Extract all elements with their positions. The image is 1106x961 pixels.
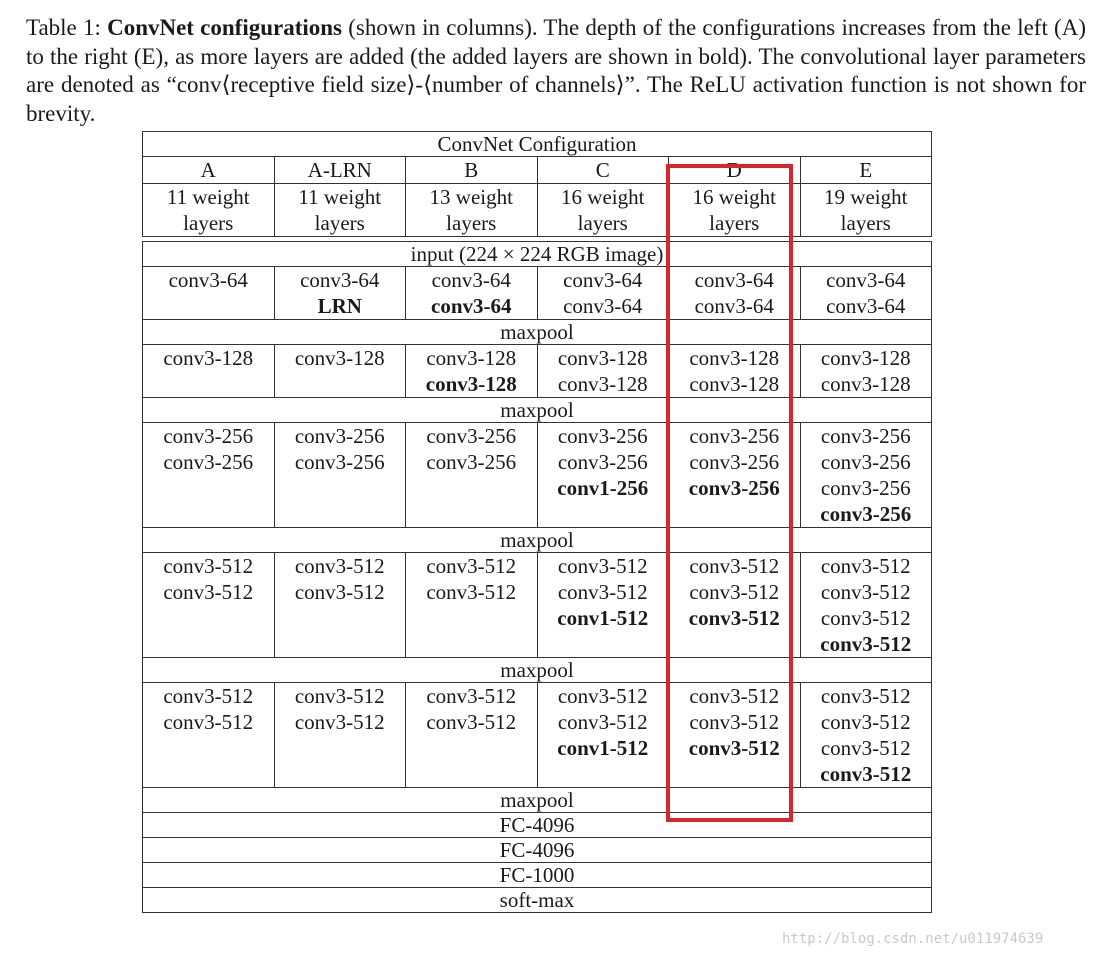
tail-row xyxy=(143,813,932,838)
config-name-cell: A xyxy=(143,157,275,184)
conv-block-row xyxy=(143,683,932,788)
added-layer-label: LRN xyxy=(317,294,362,318)
added-layer-label: conv1-512 xyxy=(557,606,649,630)
layer-label: conv3-64 xyxy=(168,268,248,292)
layer-label: conv3-64 xyxy=(826,268,906,292)
layer-cell xyxy=(406,423,538,528)
input-row xyxy=(143,242,932,267)
layer-label: conv3-128 xyxy=(557,346,648,370)
layer-cell xyxy=(537,345,669,398)
layer-label: conv3-64 xyxy=(563,268,643,292)
layer-label: conv3-64 xyxy=(826,294,906,318)
layer-cell xyxy=(274,423,406,528)
config-depth-row xyxy=(143,184,932,237)
config-name-cell: D xyxy=(669,157,801,184)
maxpool-cell: maxpool xyxy=(143,320,932,345)
layer-label: conv3-512 xyxy=(294,554,385,578)
layer-cell xyxy=(143,553,275,658)
layer-cell xyxy=(143,267,275,320)
layer-cell xyxy=(406,345,538,398)
tail-row xyxy=(143,838,932,863)
layer-cell xyxy=(406,553,538,658)
convnet-configuration-table xyxy=(142,131,932,913)
layer-label: conv3-64 xyxy=(300,268,380,292)
maxpool-row xyxy=(143,528,932,553)
layer-label: conv3-128 xyxy=(426,346,517,370)
table-body xyxy=(143,132,932,913)
layer-label: conv3-256 xyxy=(426,424,517,448)
layer-cell xyxy=(800,345,932,398)
maxpool-cell: maxpool xyxy=(143,658,932,683)
maxpool-row xyxy=(143,320,932,345)
config-depth-cell: 13 weight layers xyxy=(406,184,538,237)
layer-label: conv3-512 xyxy=(689,580,780,604)
layer-label: conv3-512 xyxy=(820,554,911,578)
layer-label: conv3-512 xyxy=(163,710,254,734)
layer-cell xyxy=(406,267,538,320)
layer-label: conv3-64 xyxy=(694,294,774,318)
layer-label: conv3-128 xyxy=(820,346,911,370)
watermark: http://blog.csdn.net/u011974639 xyxy=(782,931,1044,947)
layer-label: conv3-512 xyxy=(820,736,911,760)
layer-label: conv3-256 xyxy=(557,450,648,474)
added-layer-label: conv1-256 xyxy=(557,476,649,500)
added-layer-label: conv3-256 xyxy=(820,502,912,526)
config-depth-cell: 11 weight layers xyxy=(274,184,406,237)
layer-cell xyxy=(800,267,932,320)
layer-cell xyxy=(669,683,801,788)
layer-label: conv3-256 xyxy=(163,424,254,448)
conv-block-row xyxy=(143,267,932,320)
layer-cell xyxy=(274,267,406,320)
layer-cell xyxy=(800,683,932,788)
layer-label: conv3-128 xyxy=(163,346,254,370)
layer-label: conv3-512 xyxy=(163,554,254,578)
layer-cell xyxy=(274,553,406,658)
layer-cell xyxy=(537,267,669,320)
layer-label: conv3-512 xyxy=(820,684,911,708)
layer-cell xyxy=(800,553,932,658)
layer-label: conv3-256 xyxy=(820,450,911,474)
layer-label: conv3-512 xyxy=(426,580,517,604)
layer-label: conv3-512 xyxy=(689,554,780,578)
config-depth-cell: 16 weight layers xyxy=(669,184,801,237)
added-layer-label: conv3-512 xyxy=(820,762,912,786)
config-name-cell: C xyxy=(537,157,669,184)
added-layer-label: conv3-256 xyxy=(688,476,780,500)
layer-cell xyxy=(669,267,801,320)
config-depth-cell: 16 weight layers xyxy=(537,184,669,237)
config-name-cell: E xyxy=(800,157,932,184)
layer-label: conv3-512 xyxy=(557,710,648,734)
layer-label: conv3-512 xyxy=(557,684,648,708)
layer-label: conv3-512 xyxy=(557,554,648,578)
added-layer-label: conv3-512 xyxy=(688,606,780,630)
layer-cell xyxy=(537,683,669,788)
config-depth-cell: 11 weight layers xyxy=(143,184,275,237)
maxpool-cell: maxpool xyxy=(143,788,932,813)
layer-label: conv3-128 xyxy=(294,346,385,370)
layer-label: conv3-512 xyxy=(820,710,911,734)
layer-cell xyxy=(143,345,275,398)
layer-cell xyxy=(143,683,275,788)
added-layer-label: conv3-128 xyxy=(425,372,517,396)
added-layer-label: conv3-64 xyxy=(431,294,512,318)
layer-label: conv3-64 xyxy=(431,268,511,292)
layer-cell xyxy=(669,553,801,658)
header-row xyxy=(143,132,932,157)
conv-block-row xyxy=(143,345,932,398)
layer-cell xyxy=(537,553,669,658)
layer-label: conv3-256 xyxy=(294,450,385,474)
layer-cell xyxy=(274,345,406,398)
layer-label: conv3-512 xyxy=(689,684,780,708)
tail-layer-cell: FC-4096 xyxy=(143,838,932,863)
maxpool-cell: maxpool xyxy=(143,528,932,553)
layer-label: conv3-128 xyxy=(689,346,780,370)
config-depth-cell: 19 weight layers xyxy=(800,184,932,237)
layer-label: conv3-128 xyxy=(689,372,780,396)
layer-label: conv3-64 xyxy=(694,268,774,292)
layer-label: conv3-256 xyxy=(689,450,780,474)
conv-block-row xyxy=(143,423,932,528)
layer-label: conv3-256 xyxy=(820,476,911,500)
maxpool-row xyxy=(143,788,932,813)
tail-layer-cell: FC-4096 xyxy=(143,813,932,838)
layer-label: conv3-512 xyxy=(294,580,385,604)
config-name-row xyxy=(143,157,932,184)
layer-cell xyxy=(669,345,801,398)
config-name-cell: B xyxy=(406,157,538,184)
table-header: ConvNet Configuration xyxy=(143,132,932,157)
added-layer-label: conv1-512 xyxy=(557,736,649,760)
layer-label: conv3-512 xyxy=(820,580,911,604)
layer-label: conv3-512 xyxy=(426,710,517,734)
layer-label: conv3-128 xyxy=(557,372,648,396)
table-caption xyxy=(26,14,1086,128)
maxpool-row xyxy=(143,658,932,683)
layer-label: conv3-512 xyxy=(294,684,385,708)
added-layer-label: conv3-512 xyxy=(820,632,912,656)
layer-cell xyxy=(274,683,406,788)
layer-cell xyxy=(143,423,275,528)
layer-label: conv3-512 xyxy=(426,554,517,578)
layer-cell xyxy=(800,423,932,528)
tail-layer-cell: FC-1000 xyxy=(143,863,932,888)
config-name-cell: A-LRN xyxy=(274,157,406,184)
caption-title: ConvNet configurations xyxy=(107,15,343,40)
tail-row xyxy=(143,863,932,888)
maxpool-row xyxy=(143,398,932,423)
layer-label: conv3-256 xyxy=(689,424,780,448)
layer-label: conv3-256 xyxy=(426,450,517,474)
layer-label: conv3-512 xyxy=(557,580,648,604)
added-layer-label: conv3-512 xyxy=(688,736,780,760)
layer-label: conv3-256 xyxy=(820,424,911,448)
layer-cell xyxy=(406,683,538,788)
input-cell: input (224 × 224 RGB image) xyxy=(143,242,932,267)
layer-label: conv3-256 xyxy=(163,450,254,474)
tail-row xyxy=(143,888,932,913)
layer-label: conv3-512 xyxy=(426,684,517,708)
caption-text: (shown in columns). The depth of the configurations increases from the left (A) to the right (E), as more layers are added (the added layers are shown in bold). The convolutional layer parameters are denoted as “conv⟨receptive field size⟩-⟨number of channels⟩”. The ReLU activation function is not shown for brevity. xyxy=(26,15,1086,126)
layer-label: conv3-512 xyxy=(163,580,254,604)
layer-label: conv3-512 xyxy=(820,606,911,630)
layer-label: conv3-128 xyxy=(820,372,911,396)
layer-cell xyxy=(669,423,801,528)
layer-label: conv3-64 xyxy=(563,294,643,318)
layer-label: conv3-512 xyxy=(294,710,385,734)
layer-label: conv3-512 xyxy=(163,684,254,708)
layer-label: conv3-512 xyxy=(689,710,780,734)
layer-cell xyxy=(537,423,669,528)
conv-block-row xyxy=(143,553,932,658)
layer-label: conv3-256 xyxy=(294,424,385,448)
layer-label: conv3-256 xyxy=(557,424,648,448)
maxpool-cell: maxpool xyxy=(143,398,932,423)
tail-layer-cell: soft-max xyxy=(143,888,932,913)
caption-label: Table 1: xyxy=(26,15,108,40)
